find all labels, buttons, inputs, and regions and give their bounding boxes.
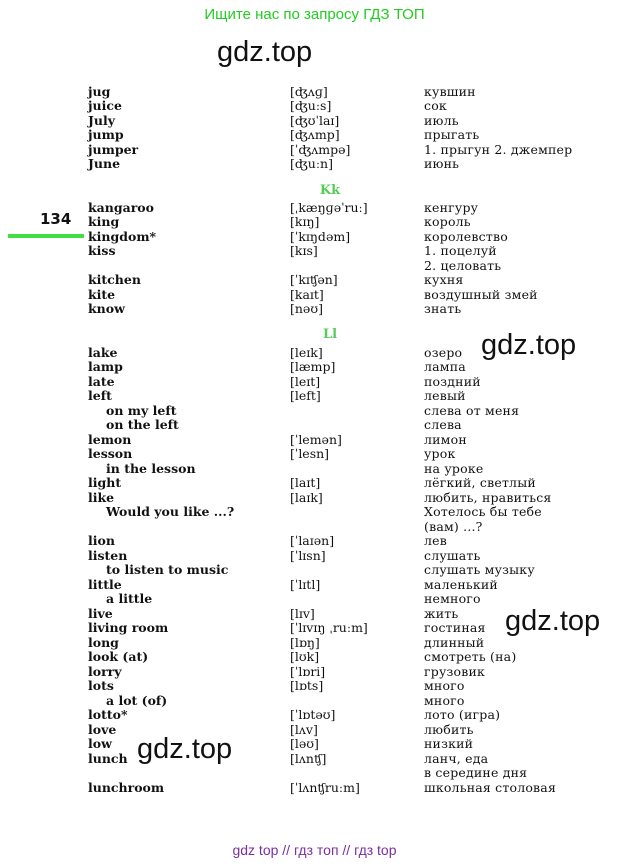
entry-translation: лёгкий, светлый (424, 475, 536, 490)
entry-transcription: [ˈlɪtl] (290, 577, 321, 592)
watermark: gdz.top (137, 733, 233, 765)
entry-word: late (88, 374, 115, 389)
entry-translation: лото (игра) (424, 707, 501, 722)
entry-translation: июль (424, 113, 459, 128)
dictionary-row (0, 98, 629, 113)
entry-translation: сок (424, 98, 447, 113)
dictionary-row (0, 417, 629, 432)
entry-word: living room (88, 620, 169, 635)
dictionary-row (0, 780, 629, 795)
entry-word: kitchen (88, 272, 141, 287)
entry-translation: любить (424, 722, 474, 737)
entry-translation: воздушный змей (424, 287, 538, 302)
dictionary-row (0, 664, 629, 679)
entry-word: lion (88, 533, 115, 548)
entry-translation: слушать (424, 548, 481, 563)
entry-word: to listen to music (106, 562, 229, 577)
dictionary-row (0, 229, 629, 244)
dictionary-row (0, 606, 629, 621)
watermark: gdz.top (481, 329, 577, 361)
entry-transcription: [lʌnʧ] (290, 751, 327, 766)
entry-translation: немного (424, 591, 481, 606)
dictionary-row (0, 548, 629, 563)
entry-word: in the lesson (106, 461, 196, 476)
entry-transcription: [ˈlʌnʧruːm] (290, 780, 360, 795)
entry-translation: на уроке (424, 461, 484, 476)
entry-word: lotto* (88, 707, 128, 722)
dictionary-row (0, 475, 629, 490)
entry-word: love (88, 722, 117, 737)
entry-transcription: [kɪs] (290, 243, 318, 258)
dictionary-row (0, 432, 629, 447)
entry-transcription: [ʤʌmp] (290, 127, 340, 142)
dictionary-row (0, 301, 629, 316)
entry-word: light (88, 475, 122, 490)
entry-word: lamp (88, 359, 123, 374)
dictionary-row (0, 504, 629, 519)
entry-word: know (88, 301, 125, 316)
dictionary-row (0, 359, 629, 374)
dictionary-row (0, 519, 629, 534)
entry-word: lake (88, 345, 118, 360)
entry-transcription: [laɪk] (290, 490, 323, 505)
dictionary-row (0, 490, 629, 505)
entry-translation: низкий (424, 736, 474, 751)
entry-transcription: [lɒŋ] (290, 635, 320, 650)
dictionary-row (0, 388, 629, 403)
entry-transcription: [ləʊ] (290, 736, 319, 751)
dictionary-row (0, 243, 629, 258)
entry-translation: прыгать (424, 127, 480, 142)
entry-word: look (at) (88, 649, 149, 664)
entry-transcription: [ʤʊˈlaɪ] (290, 113, 340, 128)
entry-word: jug (88, 84, 111, 99)
entry-word: Would you like ...? (106, 504, 235, 519)
entry-word: like (88, 490, 115, 505)
entry-word: a lot (of) (106, 693, 168, 708)
entry-transcription: [ˈlesn] (290, 446, 330, 461)
entry-word: kangaroo (88, 200, 154, 215)
entry-transcription: [laɪt] (290, 475, 321, 490)
dictionary-row (0, 707, 629, 722)
entry-translation: знать (424, 301, 462, 316)
footer-links[interactable]: gdz top // гдз топ // гдз top (232, 842, 397, 858)
entry-word: jump (88, 127, 124, 142)
dictionary-row (0, 635, 629, 650)
entry-word: lots (88, 678, 114, 693)
entry-translation: длинный (424, 635, 485, 650)
entry-word: lorry (88, 664, 122, 679)
dictionary-row (0, 620, 629, 635)
entry-word: left (88, 388, 112, 403)
entry-transcription: [læmp] (290, 359, 336, 374)
entry-translation: (вам) ...? (424, 519, 483, 534)
entry-word: juice (88, 98, 122, 113)
entry-transcription: [kɪŋ] (290, 214, 320, 229)
entry-word: lunchroom (88, 780, 165, 795)
dictionary-row (0, 649, 629, 664)
entry-translation: озеро (424, 345, 463, 360)
entry-translation: любить, нравиться (424, 490, 552, 505)
dictionary-row (0, 693, 629, 708)
dictionary-row (0, 533, 629, 548)
entry-word: long (88, 635, 119, 650)
section-heading-k: Kk (319, 183, 341, 198)
entry-transcription: [leɪk] (290, 345, 323, 360)
dictionary-row (0, 272, 629, 287)
watermark: gdz.top (505, 605, 601, 637)
watermark: gdz.top (217, 36, 313, 68)
entry-word: a little (106, 591, 153, 606)
entry-word: on my left (106, 403, 177, 418)
entry-translation: гостиная (424, 620, 486, 635)
dictionary-row (0, 374, 629, 389)
entry-transcription: [ˈlɒtəʊ] (290, 707, 336, 722)
entry-translation: лев (424, 533, 447, 548)
entry-transcription: [ˈlɒri] (290, 664, 326, 679)
entry-transcription: [lɪv] (290, 606, 315, 621)
entry-translation: смотреть (на) (424, 649, 517, 664)
entry-word: jumper (88, 142, 139, 157)
entry-transcription: [lʌv] (290, 722, 318, 737)
entry-translation: много (424, 678, 465, 693)
entry-translation: кухня (424, 272, 464, 287)
entry-transcription: [ˌkæŋɡəˈruː] (290, 200, 368, 215)
entry-translation: 1. поцелуй (424, 243, 497, 258)
entry-word: kiss (88, 243, 116, 258)
entry-transcription: [lʊk] (290, 649, 320, 664)
entry-transcription: [ʤuːn] (290, 156, 333, 171)
entry-translation: много (424, 693, 465, 708)
entry-transcription: [ˈlɪvɪŋ ˌruːm] (290, 620, 368, 635)
entry-transcription: [ˈlemən] (290, 432, 342, 447)
entry-transcription: [left] (290, 388, 321, 403)
dictionary-row (0, 113, 629, 128)
entry-translation: кенгуру (424, 200, 479, 215)
entry-transcription: [ˈkɪʧən] (290, 272, 338, 287)
entry-translation: слушать музыку (424, 562, 535, 577)
entry-translation: школьная столовая (424, 780, 557, 795)
dictionary-row (0, 214, 629, 229)
entry-translation: 2. целовать (424, 258, 502, 273)
entry-word: little (88, 577, 122, 592)
dictionary-row (0, 142, 629, 157)
dictionary-row (0, 765, 629, 780)
entry-transcription: [leɪt] (290, 374, 321, 389)
entry-translation: урок (424, 446, 456, 461)
entry-transcription: [ʤʌɡ] (290, 84, 328, 99)
entry-translation: лампа (424, 359, 466, 374)
dictionary-row (0, 345, 629, 360)
entry-word: king (88, 214, 120, 229)
dictionary-row (0, 562, 629, 577)
entry-transcription: [kaɪt] (290, 287, 324, 302)
entry-translation: левый (424, 388, 466, 403)
dictionary-row (0, 736, 629, 751)
entry-word: on the left (106, 417, 179, 432)
dictionary-row (0, 722, 629, 737)
page-number: 134 (40, 210, 72, 228)
entry-word: lesson (88, 446, 133, 461)
dictionary-row (0, 678, 629, 693)
dictionary-row (0, 287, 629, 302)
entry-translation: лимон (424, 432, 467, 447)
entry-translation: жить (424, 606, 459, 621)
dictionary-row (0, 446, 629, 461)
entry-word: listen (88, 548, 128, 563)
section-heading-l: Ll (322, 327, 338, 342)
entry-word: lunch (88, 751, 128, 766)
dictionary-row (0, 403, 629, 418)
entry-word: kingdom* (88, 229, 157, 244)
entry-transcription: [ˈkɪŋdəm] (290, 229, 351, 244)
entry-word: kite (88, 287, 116, 302)
entry-transcription: [ˈlaɪən] (290, 533, 335, 548)
entry-transcription: [ʤuːs] (290, 98, 332, 113)
entry-translation: июнь (424, 156, 460, 171)
entry-word: July (88, 113, 116, 128)
dictionary-row (0, 200, 629, 215)
entry-translation: король (424, 214, 471, 229)
dictionary-row (0, 127, 629, 142)
dictionary-row (0, 751, 629, 766)
entry-transcription: [lɒts] (290, 678, 324, 693)
entry-translation: ланч, еда (424, 751, 489, 766)
entry-translation: в середине дня (424, 765, 528, 780)
entry-translation: грузовик (424, 664, 486, 679)
entry-translation: слева от меня (424, 403, 520, 418)
entry-word: live (88, 606, 113, 621)
entry-word: June (88, 156, 121, 171)
entry-transcription: [nəʊ] (290, 301, 323, 316)
entry-translation: Хотелось бы тебе (424, 504, 542, 519)
dictionary-row (0, 461, 629, 476)
dictionary-row (0, 577, 629, 592)
entry-word: lemon (88, 432, 132, 447)
search-banner[interactable]: Ищите нас по запросу ГДЗ ТОП (204, 6, 425, 23)
entry-transcription: [ˈʤʌmpə] (290, 142, 351, 157)
dictionary-row (0, 258, 629, 273)
entry-translation: поздний (424, 374, 481, 389)
dictionary-row (0, 591, 629, 606)
entry-translation: 1. прыгун 2. джемпер (424, 142, 573, 157)
dictionary-row (0, 84, 629, 99)
entry-word: low (88, 736, 112, 751)
entry-transcription: [ˈlɪsn] (290, 548, 326, 563)
entry-translation: кувшин (424, 84, 476, 99)
dictionary-row (0, 156, 629, 171)
entry-translation: слева (424, 417, 462, 432)
entry-translation: маленький (424, 577, 498, 592)
entry-translation: королевство (424, 229, 508, 244)
